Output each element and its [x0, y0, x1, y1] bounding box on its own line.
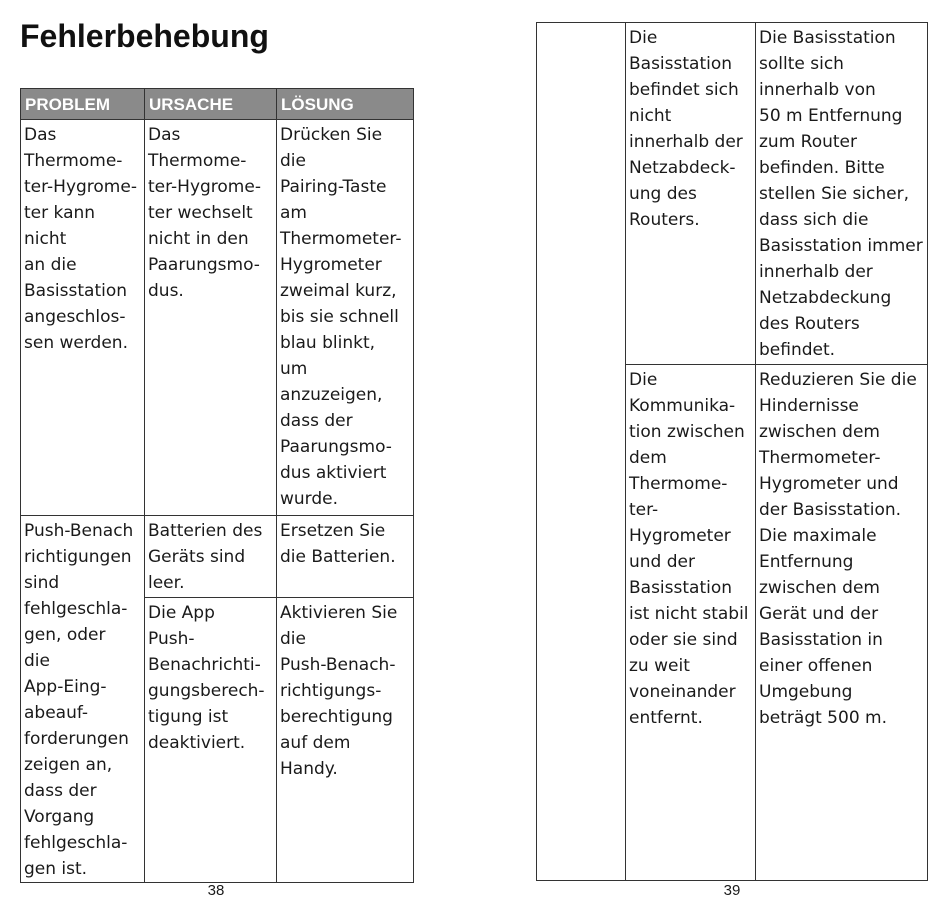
problem-cell [537, 23, 626, 881]
cause-cell: Die Basisstation befindet sich nicht innerhalb der Netzabdeck- ung des Routers. [626, 23, 756, 365]
troubleshooting-table-left [20, 88, 414, 883]
cause-cell: Das Thermome- ter-Hygrome- ter wechselt nicht in den Paarungsmo- dus. [145, 120, 277, 516]
cause-cell: Die App Push- Benachrichti- gungsberech- tigung ist deaktiviert. [145, 598, 277, 883]
header-problem: PROBLEM [21, 89, 145, 120]
solution-cell: Drücken Sie die Pairing-Taste am Thermometer- Hygrometer zweimal kurz, bis sie schnell blau blinkt, um anzuzeigen, dass der Paarungsmo- dus aktiviert wurde. [277, 120, 414, 516]
problem-cell: Push-Benach richtigungen sind fehlgeschla- gen, oder die App-Eing- abeauf- forderungen zeigen an, dass der Vorgang fehlgeschla- gen ist. [21, 516, 145, 883]
solution-cell: Aktivieren Sie die Push-Benach- richtigungs- berechtigung auf dem Handy. [277, 598, 414, 883]
page-title: Fehlerbehebung [20, 18, 269, 54]
solution-cell: Reduzieren Sie die Hindernisse zwischen dem Thermometer- Hygrometer und der Basisstation. Die maximale Entfernung zwischen dem Gerät und der Basisstation in einer offenen Umgebung beträgt 500 m. [756, 365, 928, 881]
cause-cell: Batterien des Geräts sind leer. [145, 516, 277, 598]
header-cause: URSACHE [145, 89, 277, 120]
table-header-row [21, 89, 414, 120]
page-number-left: 38 [207, 882, 225, 899]
problem-cell: Das Thermome- ter-Hygrome- ter kann nicht an die Basisstation angeschlos- sen werden. [21, 120, 145, 516]
header-solution: LÖSUNG [277, 89, 414, 120]
cause-cell: Die Kommunika- tion zwischen dem Thermome- ter- Hygrometer und der Basisstation ist nicht stabil oder sie sind zu weit voneinander entfernt. [626, 365, 756, 881]
table-row [537, 23, 928, 365]
troubleshooting-table-right [536, 22, 928, 881]
table-row [21, 120, 414, 516]
table-row [21, 516, 414, 598]
page-number-right: 39 [723, 882, 741, 899]
solution-cell: Die Basisstation sollte sich innerhalb von 50 m Entfernung zum Router befinden. Bitte stellen Sie sicher, dass sich die Basisstation immer innerhalb der Netzabdeckung des Routers befindet. [756, 23, 928, 365]
solution-cell: Ersetzen Sie die Batterien. [277, 516, 414, 598]
